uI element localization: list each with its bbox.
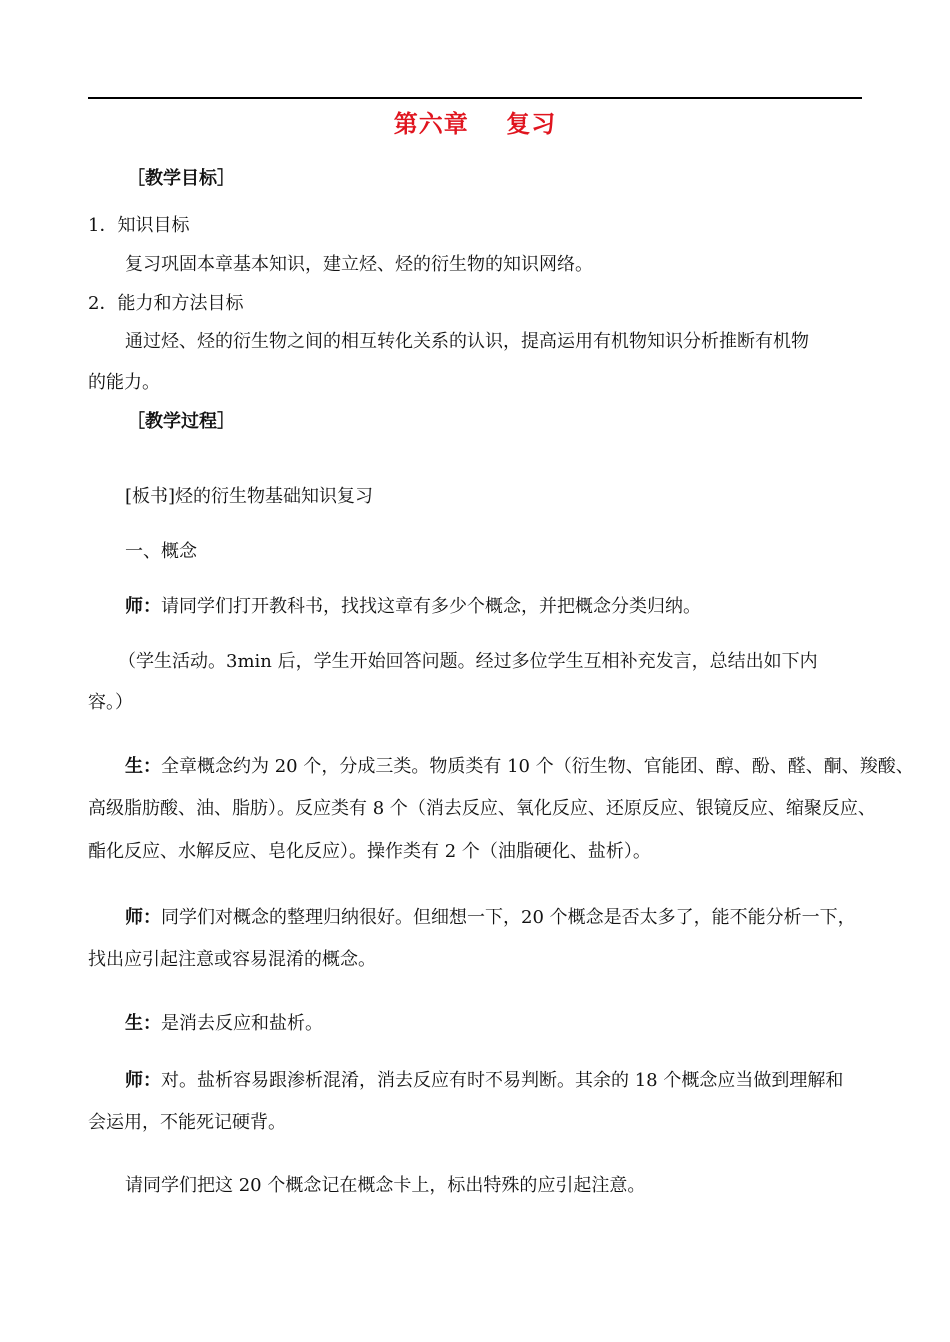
student-text: 全章概念约为 20 个，分成三类。物质类有 10 个（衍生物、官能团、醇、酚、醛、酮、羧酸、 bbox=[161, 756, 914, 777]
page-title: 第六章 复习 bbox=[393, 109, 557, 138]
student-label: 生： bbox=[125, 1013, 161, 1034]
teacher-paragraph-2-line1 bbox=[125, 905, 856, 931]
section-concepts-heading: 一、概念 bbox=[125, 541, 197, 562]
student-text: 是消去反应和盐析。 bbox=[161, 1013, 323, 1034]
teacher-label: 师： bbox=[125, 907, 161, 928]
activity-line-2: 容。） bbox=[88, 692, 133, 713]
teacher-text: 请同学们打开教科书，找找这章有多少个概念，并把概念分类归纳。 bbox=[161, 596, 701, 617]
closing-instruction: 请同学们把这 20 个概念记在概念卡上，标出特殊的应引起注意。 bbox=[125, 1175, 646, 1196]
student-label: 生： bbox=[125, 756, 161, 777]
board-note: [板书]烃的衍生物基础知识复习 bbox=[125, 486, 374, 507]
student-paragraph-1-line1 bbox=[125, 754, 914, 780]
student-paragraph-1-line2: 高级脂肪酸、油、脂肪）。反应类有 8 个（消去反应、氧化反应、还原反应、银镜反应、缩聚反应、 bbox=[88, 798, 876, 819]
teacher-label: 师： bbox=[125, 596, 161, 617]
ability-goal-text-line1: 通过烃、烃的衍生物之间的相互转化关系的认识，提高运用有机物知识分析推断有机物 bbox=[125, 331, 809, 352]
teacher-paragraph-1 bbox=[125, 594, 701, 620]
ability-goal-heading: 2．能力和方法目标 bbox=[88, 293, 244, 314]
teacher-text: 同学们对概念的整理归纳很好。但细想一下，20 个概念是否太多了，能不能分析一下， bbox=[161, 907, 856, 928]
student-paragraph-2 bbox=[125, 1011, 323, 1037]
ability-goal-text-line2: 的能力。 bbox=[88, 372, 160, 393]
teacher-label: 师： bbox=[125, 1070, 161, 1091]
student-paragraph-1-line3: 酯化反应、水解反应、皂化反应）。操作类有 2 个（油脂硬化、盐析）。 bbox=[88, 841, 651, 862]
knowledge-goal-text: 复习巩固本章基本知识，建立烃、烃的衍生物的知识网络。 bbox=[125, 254, 593, 275]
knowledge-goal-heading: 1．知识目标 bbox=[88, 215, 190, 236]
objectives-heading: ［教学目标］ bbox=[127, 168, 235, 189]
teacher-paragraph-2-line2: 找出应引起注意或容易混淆的概念。 bbox=[88, 949, 376, 970]
teacher-text: 对。盐析容易跟渗析混淆，消去反应有时不易判断。其余的 18 个概念应当做到理解和 bbox=[161, 1070, 844, 1091]
teacher-paragraph-3-line2: 会运用，不能死记硬背。 bbox=[88, 1112, 286, 1133]
activity-line-1: （学生活动。3min 后，学生开始回答问题。经过多位学生互相补充发言，总结出如下内 bbox=[118, 651, 818, 672]
header-rule bbox=[88, 97, 862, 99]
process-heading: ［教学过程］ bbox=[127, 411, 235, 432]
teacher-paragraph-3-line1 bbox=[125, 1068, 843, 1094]
